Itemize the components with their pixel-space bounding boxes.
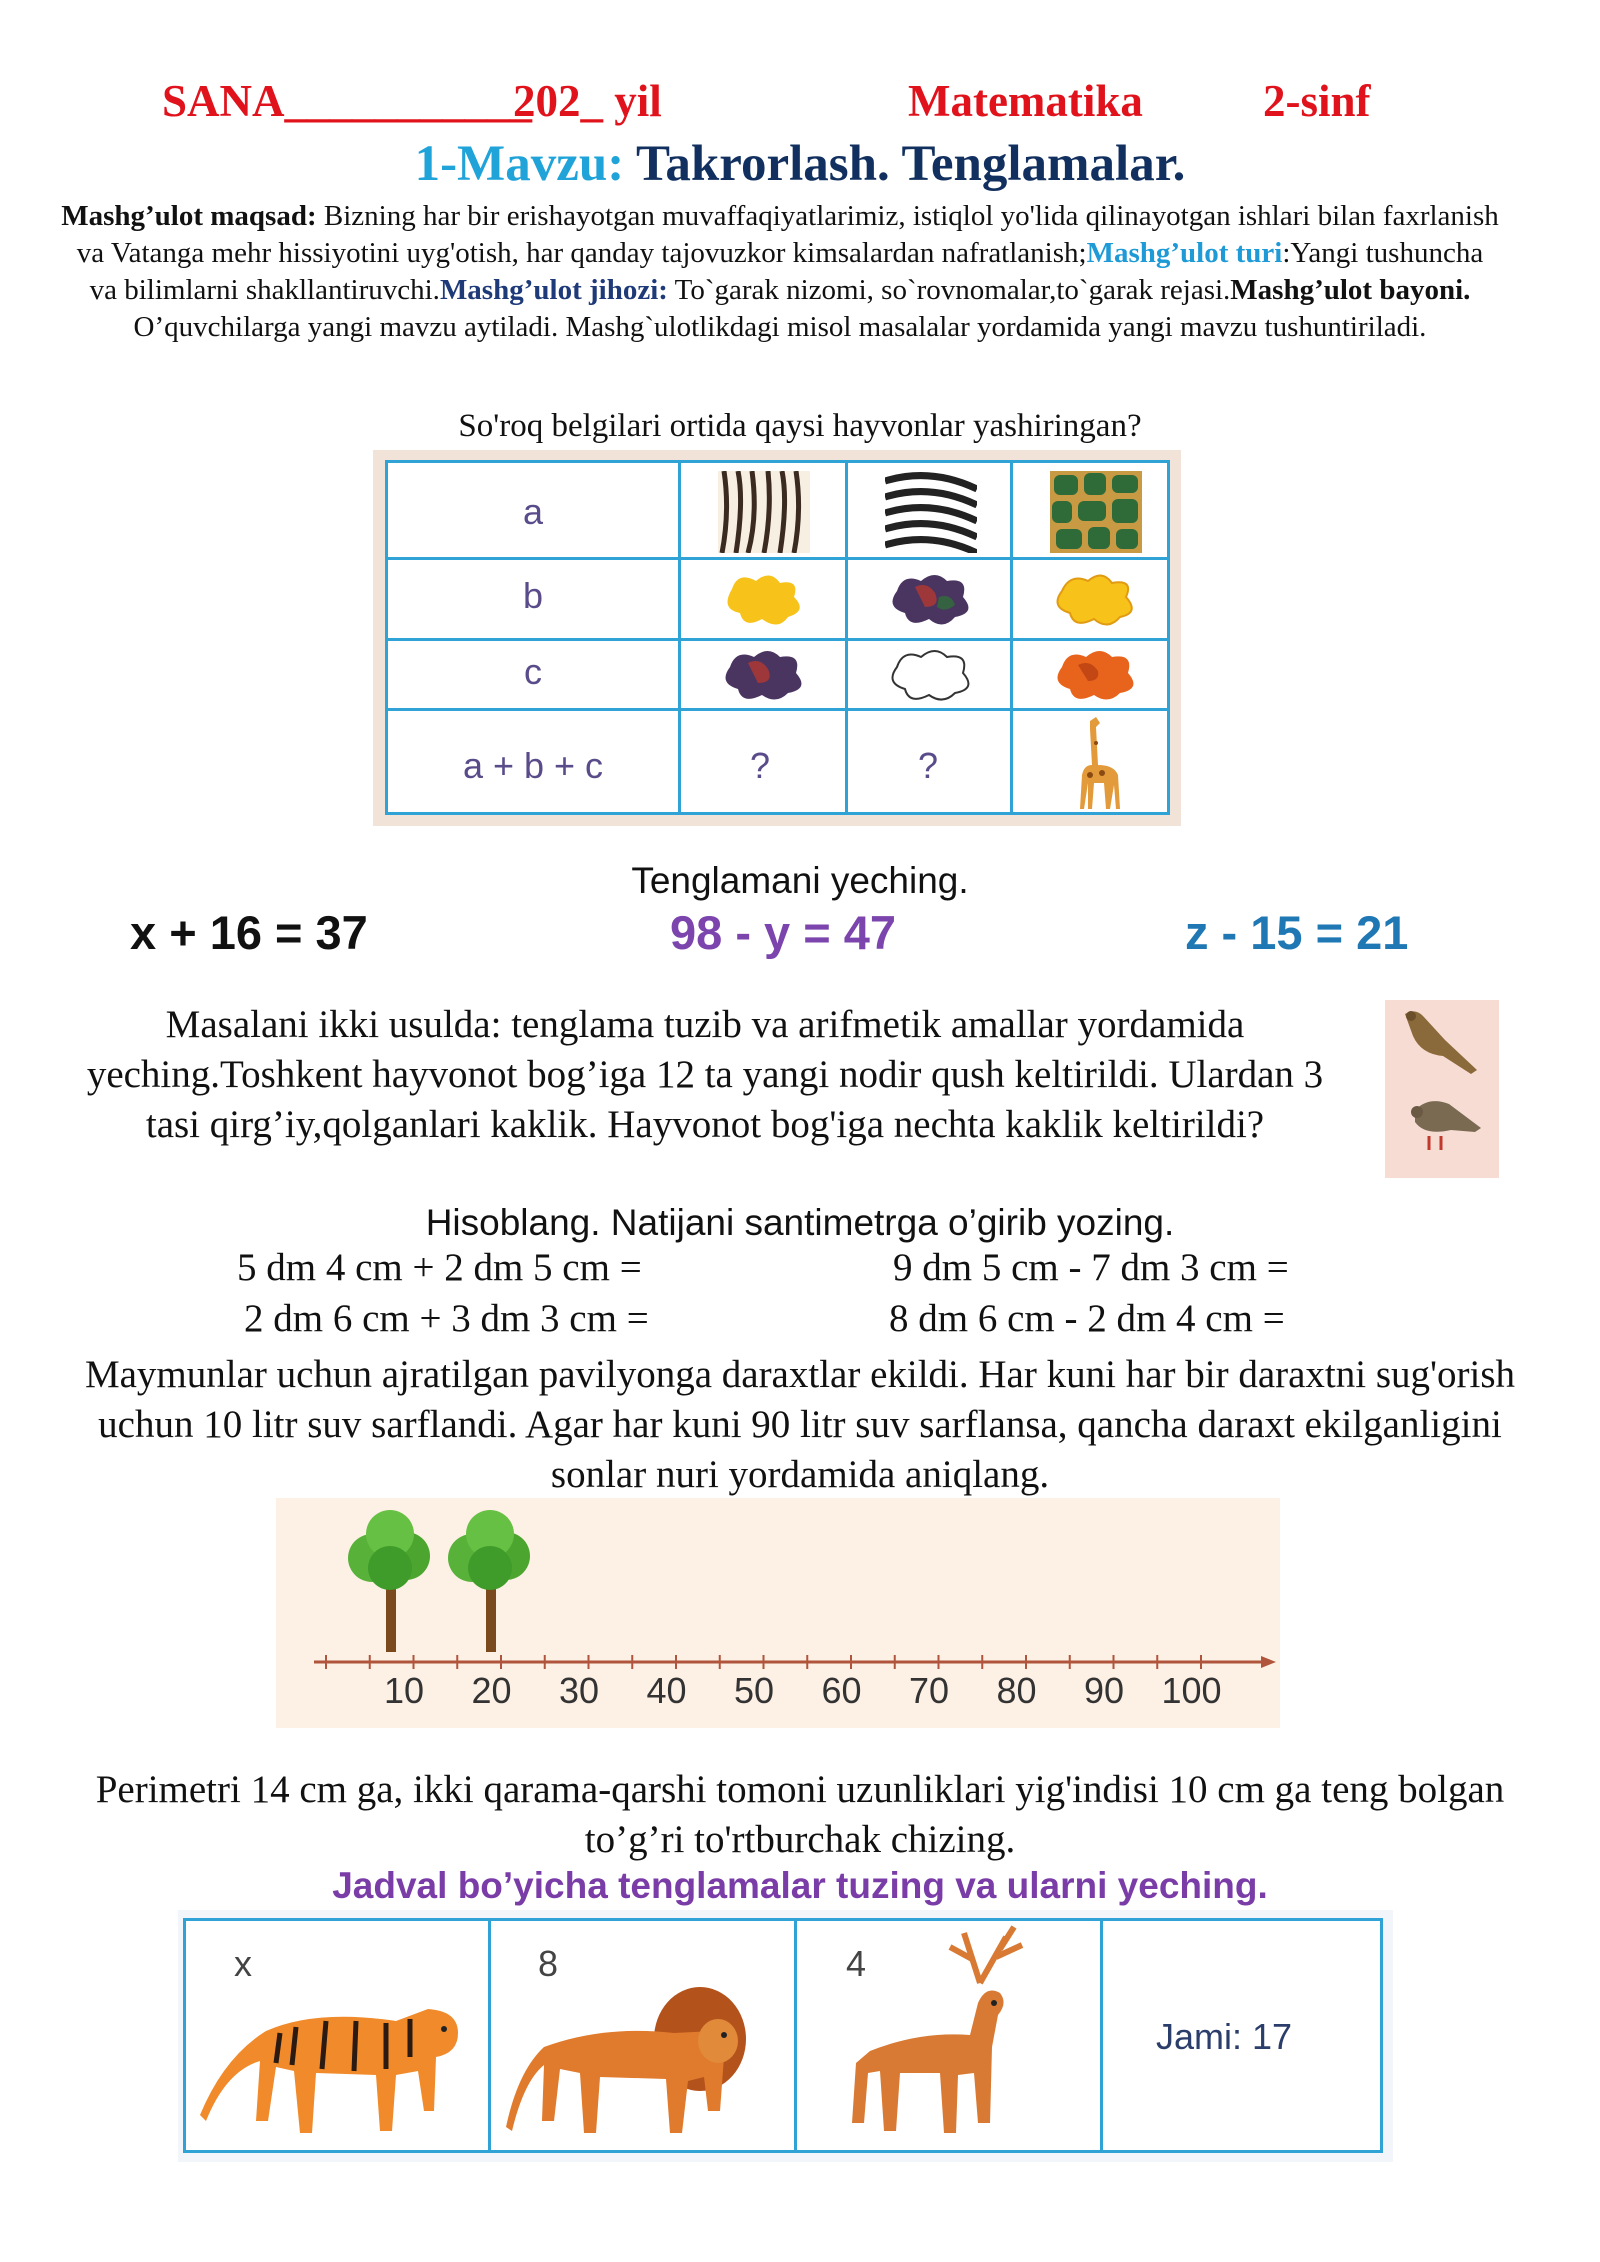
goal-label: Mashg’ulot maqsad: xyxy=(61,200,317,232)
lesson-topic: Takrorlash. Tenglamalar. xyxy=(636,136,1186,192)
empty-blob-outline xyxy=(885,645,977,705)
tree-icon xyxy=(348,1510,430,1652)
goal-text: Bizning har bir erishayotgan muvaffaqiyatlarimiz, istiqlol yo'lida qilinayotgan ishlari bilan faxrlanish va Vatanga mehr hissiyotini uyg'otish, har qanday tajovuzkor kimsalardan nafratlanish; xyxy=(76,200,1499,269)
giraffe-icon xyxy=(1060,713,1132,813)
tiger-icon xyxy=(196,1961,476,2151)
number-line-label: 30 xyxy=(558,1670,600,1711)
number-line-label: 100 xyxy=(1161,1670,1222,1711)
orange-blob xyxy=(1050,645,1142,705)
date-field: SANA___________ xyxy=(162,76,533,126)
bird-problem: Masalani ikki usulda: tenglama tuzib va arifmetik amallar yordamida yeching.Toshkent hayvonot bog’iga 12 ta yangi nodir qush keltirildi. Ulardan 3 tasi qirg’iy,qolganlari kaklik. Hayvonot bog'iga nechta kaklik keltirildi? xyxy=(86,1003,1324,1146)
equipment-text: To`garak nizomi, so`rovnomalar,to`garak rejasi. xyxy=(667,274,1231,306)
lesson-intro xyxy=(60,198,1500,346)
birds-image xyxy=(1385,1000,1499,1178)
calc-item: 2 dm 6 cm + 3 dm 3 cm = xyxy=(244,1297,649,1340)
zebra-stripes-pattern xyxy=(885,471,977,553)
tree-icon xyxy=(448,1510,530,1652)
calc-item: 5 dm 4 cm + 2 dm 5 cm = xyxy=(237,1246,642,1289)
row-label-sum: a + b + c xyxy=(462,745,604,786)
trees-problem: Maymunlar uchun ajratilgan pavilyonga daraxtlar ekildi. Har kuni har bir daraxtni sug'orish uchun 10 litr suv sarflandi. Agar har kuni 90 litr suv sarflansa, qancha daraxt ekilganligini sonlar nuri yordamida aniqlang. xyxy=(84,1353,1516,1496)
lesson-number: 1-Mavzu: xyxy=(414,136,625,192)
number-line-label: 20 xyxy=(471,1670,512,1711)
equipment-label: Mashg’ulot jihozi: xyxy=(439,274,668,306)
equation-z: z - 15 = 21 xyxy=(1185,906,1409,959)
equation-y: 98 - y = 47 xyxy=(670,906,897,959)
equations-heading: Tenglamani yeching. xyxy=(631,860,969,901)
number-line-label: 90 xyxy=(1083,1670,1125,1711)
table-equations-heading: Jadval bo’yicha tenglamalar tuzing va ularni yeching. xyxy=(332,1865,1268,1906)
equation-x: x + 16 = 37 xyxy=(130,906,368,959)
number-line-label: 50 xyxy=(733,1670,775,1711)
number-line-figure xyxy=(276,1498,1280,1728)
number-line-label: 70 xyxy=(908,1670,950,1711)
rectangle-problem: Perimetri 14 cm ga, ikki qarama-qarshi tomoni uzunliklari yig'indisi 10 cm ga teng bolgan to’g’ri to'rtburchak chizing. xyxy=(95,1768,1505,1861)
type-label: Mashg’ulot turi xyxy=(1086,237,1283,269)
yellow-blob xyxy=(718,567,810,631)
number-line xyxy=(276,1498,1280,1728)
dark-blob xyxy=(718,645,810,705)
number-line-label: 40 xyxy=(646,1670,687,1711)
deer-icon xyxy=(810,1923,1090,2151)
animals-equation-table xyxy=(178,1910,1393,2162)
giraffe-pattern xyxy=(1050,471,1142,553)
calc-heading: Hisoblang. Natijani santimetrga o’girib yozing. xyxy=(425,1202,1175,1243)
number-line-label: 80 xyxy=(996,1670,1037,1711)
cell-4: 4 xyxy=(846,1943,867,1984)
number-line-label: 10 xyxy=(383,1670,425,1711)
type-text: :Yangi tushuncha va bilimlarni shakllantiruvchi. xyxy=(89,237,1484,306)
tiger-stripes-pattern xyxy=(718,471,810,553)
grade-label: 2-sinf xyxy=(1263,76,1371,126)
row-label-b: b xyxy=(522,575,544,616)
cell-8: 8 xyxy=(538,1943,559,1984)
yellow-outlined-blob xyxy=(1050,567,1142,631)
lesson-title xyxy=(0,135,1600,193)
subject-label: Matematika xyxy=(908,76,1143,126)
procedure-label: Mashg’ulot bayoni. xyxy=(1230,274,1471,306)
calc-item: 9 dm 5 cm - 7 dm 3 cm = xyxy=(893,1246,1289,1289)
animals-question: So'roq belgilari ortida qaysi hayvonlar yashiringan? xyxy=(458,408,1142,444)
total-label: Jami: 17 xyxy=(1156,2016,1293,2057)
dark-blob xyxy=(885,567,977,631)
cell-x: x xyxy=(234,1943,252,1984)
row-label-c: c xyxy=(524,651,542,692)
calc-item: 8 dm 6 cm - 2 dm 4 cm = xyxy=(889,1297,1285,1340)
unknown-mark: ? xyxy=(918,745,939,786)
lion-icon xyxy=(504,1961,784,2151)
year-field: 202_ yil xyxy=(513,76,662,126)
header-line xyxy=(0,75,1600,135)
row-label-a: a xyxy=(522,491,544,532)
unknown-mark: ? xyxy=(750,745,771,786)
number-line-label: 60 xyxy=(821,1670,862,1711)
animals-table xyxy=(373,450,1181,826)
procedure-text: O’quvchilarga yangi mavzu aytiladi. Mashg`ulotlikdagi misol masalalar yordamida yangi mavzu tushuntiriladi. xyxy=(133,311,1427,343)
